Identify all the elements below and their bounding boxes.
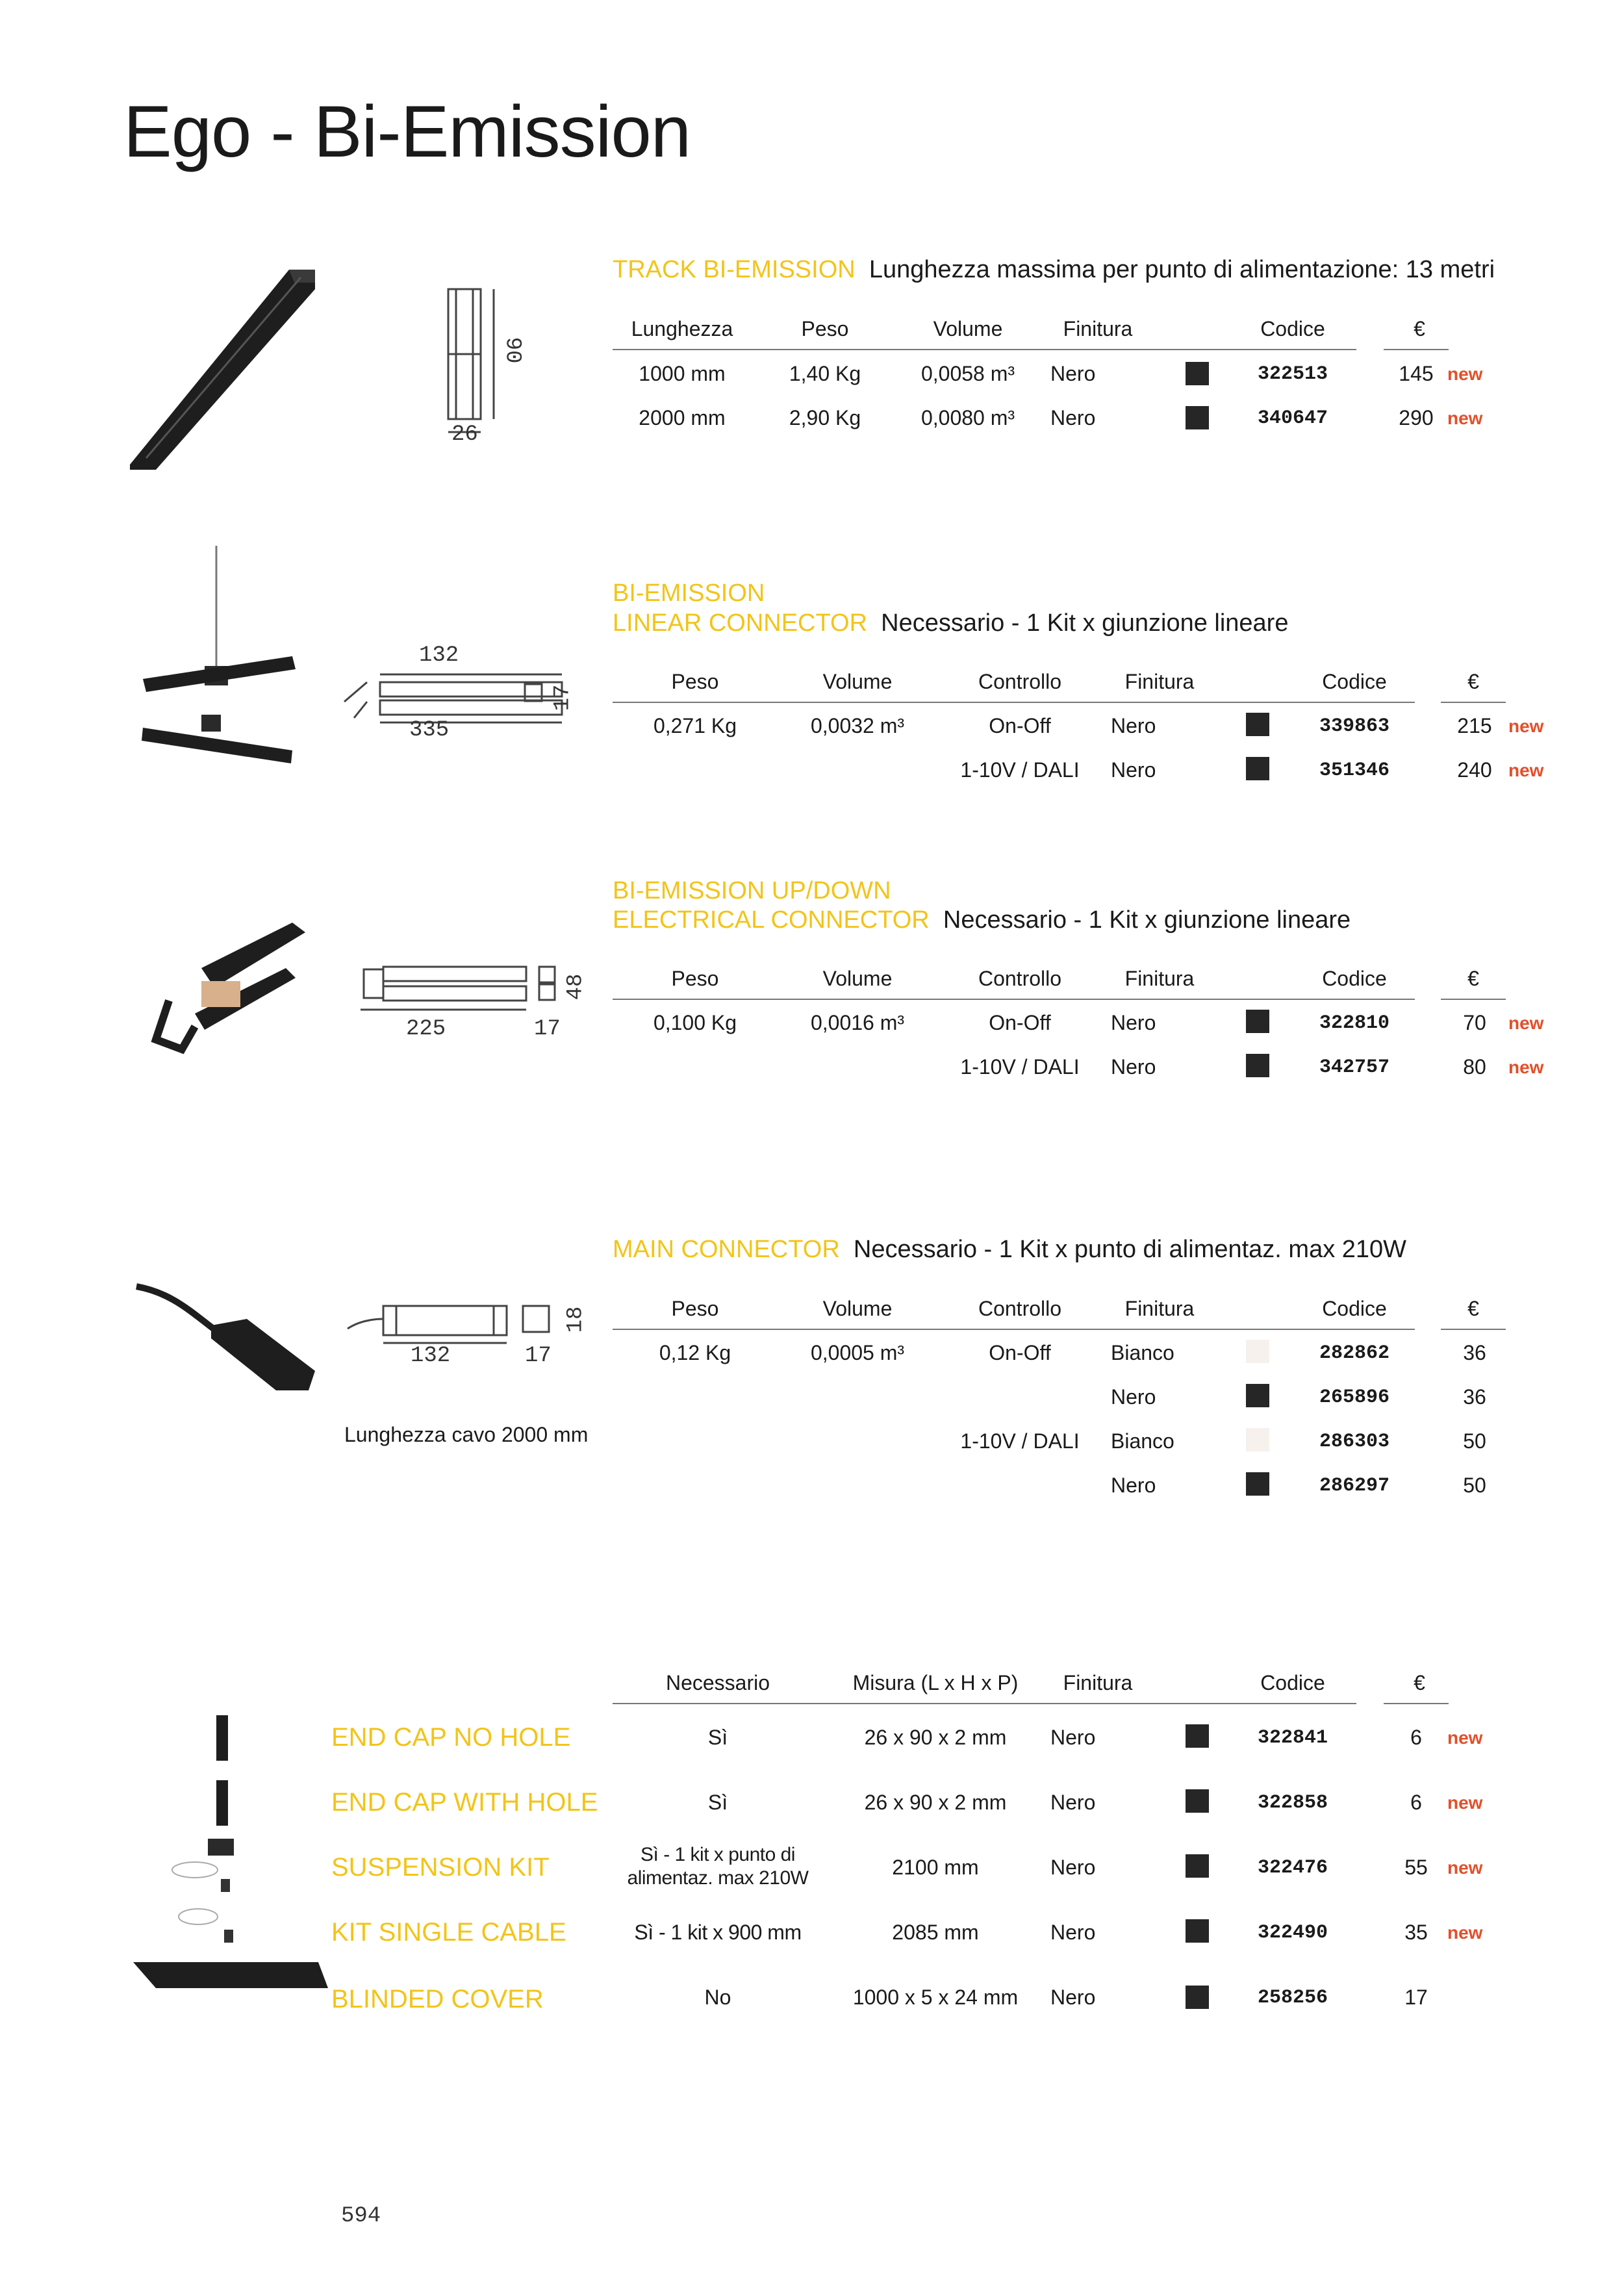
new-badge: new xyxy=(1447,408,1483,428)
cell-volume: 0,0005 m³ xyxy=(810,1341,905,1364)
main-hdr-peso: Peso xyxy=(671,1297,719,1320)
cell-controllo: 1-10V / DALI xyxy=(960,758,1080,782)
accessory-name: KIT SINGLE CABLE xyxy=(331,1918,566,1947)
linear-hdr-peso: Peso xyxy=(671,670,719,693)
acc-hdr-euro: € xyxy=(1414,1671,1425,1694)
cell-controllo: On-Off xyxy=(989,714,1051,737)
cell-necessario xyxy=(620,1843,815,1890)
cell-misura: 1000 x 5 x 24 mm xyxy=(852,1986,1019,2009)
main-dim-c: 18 xyxy=(563,1306,589,1333)
main-connector-drawing xyxy=(344,1296,513,1348)
track-desc: Lunghezza massima per punto di alimentazione: 13 metri xyxy=(869,256,1495,283)
finish-swatch-nero xyxy=(1246,1384,1269,1407)
new-badge: new xyxy=(1447,1858,1483,1878)
linear-hdr-rule xyxy=(613,702,1415,703)
cell-prezzo: 50 xyxy=(1463,1429,1486,1453)
main-hdr-rule xyxy=(613,1329,1415,1330)
cell-prezzo: 36 xyxy=(1463,1385,1486,1409)
cell-finitura: Nero xyxy=(1111,758,1156,782)
new-badge: new xyxy=(1508,716,1544,736)
finish-swatch-nero xyxy=(1186,362,1209,385)
track-hdr-finitura: Finitura xyxy=(1063,317,1133,340)
cell-prezzo: 6 xyxy=(1410,1791,1422,1814)
cell-necessario-line1: Sì - 1 kit x punto di xyxy=(641,1844,795,1865)
cell-peso: 0,271 Kg xyxy=(653,714,737,737)
track-hdr-lunghezza: Lunghezza xyxy=(631,317,733,340)
acc-hdr-codice: Codice xyxy=(1260,1671,1325,1694)
cell-prezzo: 35 xyxy=(1404,1921,1428,1944)
track-dim-height: 90 xyxy=(500,337,525,364)
linear-hdr-volume: Volume xyxy=(822,670,893,693)
cell-finitura: Nero xyxy=(1050,1986,1096,2009)
new-badge: new xyxy=(1508,1057,1544,1077)
cell-necessario: Sì xyxy=(707,1726,728,1749)
main-hdr-finitura: Finitura xyxy=(1124,1297,1195,1320)
main-desc: Necessario - 1 Kit x punto di alimentaz. max 210W xyxy=(853,1236,1407,1263)
cell-lunghezza: 2000 mm xyxy=(639,406,726,429)
track-dim-width: 26 xyxy=(451,422,478,447)
main-section-drawing xyxy=(520,1303,552,1342)
linear-connector-photo xyxy=(136,539,305,773)
cell-necessario-line2: alimentaz. max 210W xyxy=(627,1867,809,1889)
page-number: 594 xyxy=(341,2204,381,2229)
cell-peso: 2,90 Kg xyxy=(789,406,861,429)
cell-prezzo: 70 xyxy=(1463,1011,1486,1034)
linear-section-drawing xyxy=(523,682,549,708)
accessory-name: END CAP WITH HOLE xyxy=(331,1788,598,1817)
acc-hdr-rule xyxy=(613,1703,1356,1704)
updown-hdr-rule xyxy=(613,999,1415,1000)
main-cable-note: Lunghezza cavo 2000 mm xyxy=(344,1423,589,1446)
cell-codice: 322810 xyxy=(1319,1012,1390,1034)
main-hdr-rule-price xyxy=(1441,1329,1506,1330)
main-dim-b: 17 xyxy=(525,1344,552,1368)
updown-hdr-volume: Volume xyxy=(822,967,893,990)
cell-finitura: Nero xyxy=(1111,1385,1156,1409)
track-hdr-rule-price xyxy=(1384,349,1449,350)
updown-desc: Necessario - 1 Kit x giunzione lineare xyxy=(943,906,1351,934)
accessory-name: BLINDED COVER xyxy=(331,1985,544,2013)
updown-section-drawing xyxy=(536,965,562,1004)
updown-hdr-codice: Codice xyxy=(1322,967,1387,990)
cell-codice: 342757 xyxy=(1319,1056,1390,1079)
cell-codice: 340647 xyxy=(1257,407,1328,429)
cell-finitura: Nero xyxy=(1111,714,1156,737)
finish-swatch-nero xyxy=(1246,1472,1269,1496)
finish-swatch-nero xyxy=(1246,1010,1269,1033)
cell-misura: 2085 mm xyxy=(892,1921,979,1944)
cell-codice: 258256 xyxy=(1257,1987,1328,2009)
updown-dim-a: 225 xyxy=(406,1017,446,1041)
cell-codice: 265896 xyxy=(1319,1386,1390,1409)
cell-codice: 286297 xyxy=(1319,1475,1390,1497)
finish-swatch-nero xyxy=(1246,757,1269,780)
updown-connector-drawing xyxy=(357,962,539,1014)
cell-prezzo: 55 xyxy=(1404,1856,1428,1879)
linear-hdr-controllo: Controllo xyxy=(978,670,1062,693)
cell-finitura: Nero xyxy=(1050,1921,1096,1944)
acc-hdr-rule-price xyxy=(1384,1703,1449,1704)
cell-codice: 351346 xyxy=(1319,760,1390,782)
cell-prezzo: 145 xyxy=(1399,362,1434,385)
cell-prezzo: 36 xyxy=(1463,1341,1486,1364)
cell-finitura: Nero xyxy=(1111,1011,1156,1034)
accessories-photo xyxy=(130,1702,331,2040)
track-photo xyxy=(127,263,322,471)
updown-hdr-controllo: Controllo xyxy=(978,967,1062,990)
linear-desc: Necessario - 1 Kit x giunzione lineare xyxy=(881,609,1289,637)
new-badge: new xyxy=(1508,760,1544,780)
finish-swatch-nero xyxy=(1186,1986,1209,2009)
accessory-name: END CAP NO HOLE xyxy=(331,1723,571,1752)
cell-finitura: Nero xyxy=(1050,362,1096,385)
track-hdr-volume: Volume xyxy=(933,317,1003,340)
cell-prezzo: 17 xyxy=(1404,1986,1428,2009)
updown-hdr-peso: Peso xyxy=(671,967,719,990)
cell-prezzo: 50 xyxy=(1463,1474,1486,1497)
cell-volume: 0,0080 m³ xyxy=(920,406,1015,429)
finish-swatch-bianco xyxy=(1246,1340,1269,1363)
accessory-name: SUSPENSION KIT xyxy=(331,1853,550,1882)
cell-finitura: Nero xyxy=(1111,1055,1156,1079)
cell-finitura: Nero xyxy=(1050,1726,1096,1749)
track-name: TRACK BI-EMISSION xyxy=(613,256,856,283)
cell-prezzo: 290 xyxy=(1399,406,1434,429)
cell-finitura: Nero xyxy=(1050,1791,1096,1814)
finish-swatch-nero xyxy=(1186,1724,1209,1748)
linear-hdr-codice: Codice xyxy=(1322,670,1387,693)
new-badge: new xyxy=(1447,1728,1483,1748)
linear-hdr-finitura: Finitura xyxy=(1124,670,1195,693)
cell-volume: 0,0032 m³ xyxy=(810,714,905,737)
cell-codice: 322513 xyxy=(1257,363,1328,385)
finish-swatch-nero xyxy=(1246,713,1269,736)
finish-swatch-nero xyxy=(1246,1054,1269,1077)
cell-volume: 0,0016 m³ xyxy=(810,1011,905,1034)
finish-swatch-nero xyxy=(1186,1854,1209,1878)
cell-codice: 322476 xyxy=(1257,1857,1328,1879)
main-dim-a: 132 xyxy=(411,1344,451,1368)
cell-finitura: Bianco xyxy=(1111,1341,1174,1364)
cell-finitura: Nero xyxy=(1111,1474,1156,1497)
cell-necessario: No xyxy=(704,1986,731,2009)
cell-prezzo: 6 xyxy=(1410,1726,1422,1749)
cell-codice: 282862 xyxy=(1319,1342,1390,1364)
track-hdr-rule xyxy=(613,349,1356,350)
cell-controllo: On-Off xyxy=(989,1341,1051,1364)
cell-peso: 1,40 Kg xyxy=(789,362,861,385)
track-hdr-peso: Peso xyxy=(801,317,849,340)
updown-hdr-euro: € xyxy=(1467,967,1479,990)
main-hdr-euro: € xyxy=(1467,1297,1479,1320)
cell-necessario: Sì xyxy=(707,1791,728,1814)
linear-name-line1: BI-EMISSION xyxy=(613,580,765,607)
acc-hdr-finitura: Finitura xyxy=(1063,1671,1133,1694)
cell-peso: 0,12 Kg xyxy=(659,1341,731,1364)
new-badge: new xyxy=(1447,1923,1483,1943)
acc-hdr-misura: Misura (L x H x P) xyxy=(852,1671,1019,1694)
cell-prezzo: 240 xyxy=(1457,758,1492,782)
updown-dim-c: 48 xyxy=(563,973,589,1001)
new-badge: new xyxy=(1447,1793,1483,1813)
cell-misura: 26 x 90 x 2 mm xyxy=(864,1726,1007,1749)
linear-dim-b: 335 xyxy=(409,718,450,743)
cell-peso: 0,100 Kg xyxy=(653,1011,737,1034)
linear-name-line2: LINEAR CONNECTOR xyxy=(613,609,868,637)
cell-volume: 0,0058 m³ xyxy=(920,362,1015,385)
track-hdr-euro: € xyxy=(1414,317,1425,340)
updown-hdr-rule-price xyxy=(1441,999,1506,1000)
cell-codice: 339863 xyxy=(1319,715,1390,737)
updown-hdr-finitura: Finitura xyxy=(1124,967,1195,990)
cell-controllo: On-Off xyxy=(989,1011,1051,1034)
cell-prezzo: 215 xyxy=(1457,714,1492,737)
updown-name-line2: ELECTRICAL CONNECTOR xyxy=(613,906,930,934)
cell-misura: 2100 mm xyxy=(892,1856,979,1879)
new-badge: new xyxy=(1447,364,1483,384)
finish-swatch-nero xyxy=(1186,1919,1209,1943)
cell-necessario: Sì - 1 kit x 900 mm xyxy=(634,1921,802,1944)
linear-dim-a: 132 xyxy=(419,643,459,668)
finish-swatch-bianco xyxy=(1246,1428,1269,1451)
cell-prezzo: 80 xyxy=(1463,1055,1486,1079)
cell-finitura: Nero xyxy=(1050,406,1096,429)
updown-dim-b: 17 xyxy=(534,1017,561,1041)
cell-codice: 322490 xyxy=(1257,1922,1328,1944)
cell-controllo: 1-10V / DALI xyxy=(960,1429,1080,1453)
main-connector-photo xyxy=(133,1273,322,1403)
cell-finitura: Bianco xyxy=(1111,1429,1174,1453)
main-hdr-codice: Codice xyxy=(1322,1297,1387,1320)
track-hdr-codice: Codice xyxy=(1260,317,1325,340)
cell-codice: 286303 xyxy=(1319,1431,1390,1453)
linear-dim-c: 17 xyxy=(550,684,576,711)
cell-finitura: Nero xyxy=(1050,1856,1096,1879)
acc-hdr-necessario: Necessario xyxy=(665,1671,770,1694)
updown-connector-photo xyxy=(149,916,312,1059)
cell-misura: 26 x 90 x 2 mm xyxy=(864,1791,1007,1814)
cell-codice: 322841 xyxy=(1257,1727,1328,1749)
linear-hdr-euro: € xyxy=(1467,670,1479,693)
main-hdr-controllo: Controllo xyxy=(978,1297,1062,1320)
page-title: Ego - Bi-Emission xyxy=(123,91,691,172)
cell-codice: 322858 xyxy=(1257,1792,1328,1814)
finish-swatch-nero xyxy=(1186,406,1209,429)
cell-controllo: 1-10V / DALI xyxy=(960,1055,1080,1079)
new-badge: new xyxy=(1508,1013,1544,1033)
main-name: MAIN CONNECTOR xyxy=(613,1236,840,1263)
linear-hdr-rule-price xyxy=(1441,702,1506,703)
main-hdr-volume: Volume xyxy=(822,1297,893,1320)
cell-lunghezza: 1000 mm xyxy=(639,362,726,385)
finish-swatch-nero xyxy=(1186,1789,1209,1813)
updown-name-line1: BI-EMISSION UP/DOWN xyxy=(613,877,891,904)
